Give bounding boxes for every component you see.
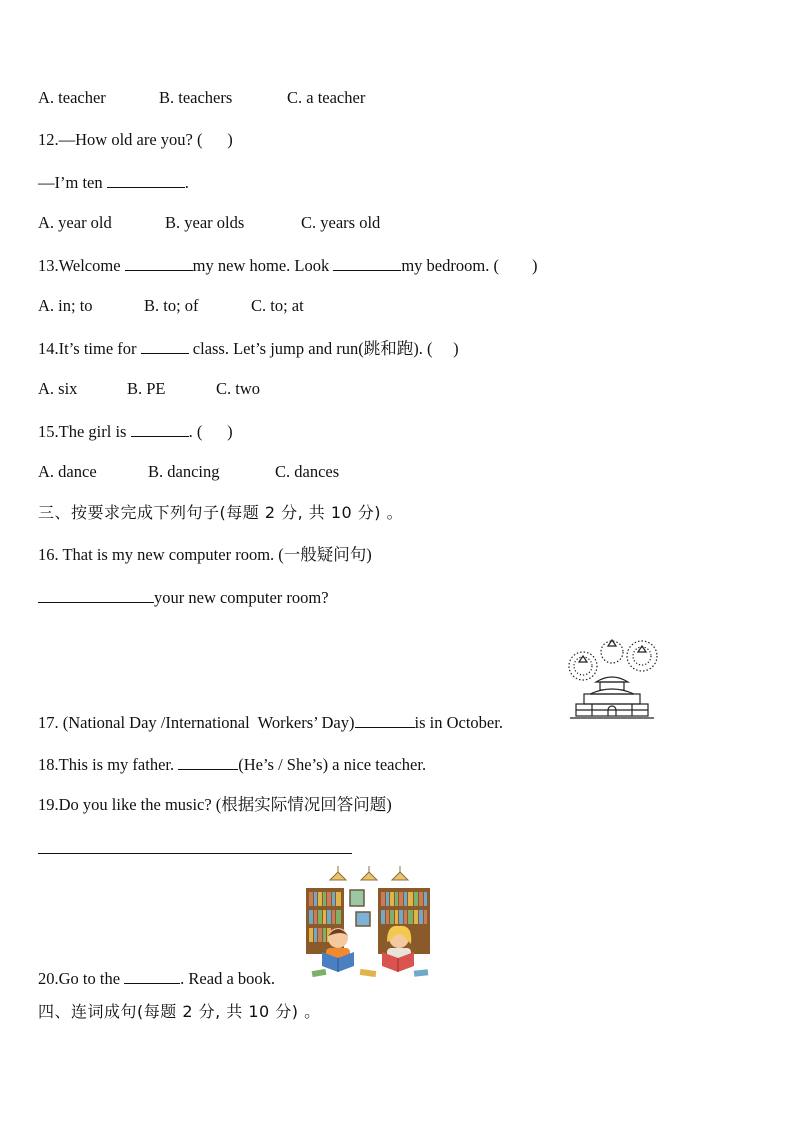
q16-question: 16. That is my new computer room. (一般疑问句) (38, 545, 372, 564)
q14-part1: 14.It’s time for (38, 339, 141, 358)
q11-option-c: C. a teacher (287, 88, 366, 107)
q15-option-a: A. dance (38, 462, 97, 481)
q12-question: 12.—How old are you? ( ) (38, 130, 233, 149)
q20-part2: . Read a book. (180, 969, 276, 988)
q11-option-b: B. teachers (159, 88, 233, 107)
q12-option-c: C. years old (301, 213, 381, 232)
q18-blank[interactable] (178, 754, 238, 770)
section-3-heading: 三、按要求完成下列句子(每题 2 分, 共 10 分) 。 (38, 503, 404, 522)
q13-part1: 13.Welcome (38, 256, 125, 275)
q20-question (38, 968, 275, 989)
q15-option-c: C. dances (275, 462, 340, 481)
section-4-heading: 四、连词成句(每题 2 分, 共 10 分) 。 (38, 1002, 321, 1021)
q11-option-a: A. teacher (38, 88, 106, 107)
q13-option-a: A. in; to (38, 296, 93, 315)
q13-option-b: B. to; of (144, 296, 199, 315)
q14-question (38, 338, 459, 359)
children-reading-library-image (302, 866, 436, 982)
q16-blank[interactable] (38, 587, 154, 603)
q15-part2: . ( ) (188, 422, 233, 441)
q15-option-b: B. dancing (148, 462, 220, 481)
q16-answer-suffix: your new computer room? (154, 588, 329, 607)
q16-answer-line (38, 587, 329, 608)
tiananmen-fireworks-image (562, 632, 662, 722)
q17-part2: is in October. (414, 713, 503, 732)
q13-blank-2[interactable] (333, 255, 401, 271)
q14-option-c: C. two (216, 379, 261, 398)
q17-question (38, 712, 503, 733)
q18-part1: 18.This is my father. (38, 755, 179, 774)
q17-blank[interactable] (355, 712, 415, 728)
q13-part3: my bedroom. ( ) (401, 256, 538, 275)
q12-option-a: A. year old (38, 213, 112, 232)
q13-option-c: C. to; at (251, 296, 304, 315)
q15-part1: 15.The girl is (38, 422, 131, 441)
q13-blank-1[interactable] (125, 255, 193, 271)
q15-question (38, 421, 233, 442)
q14-blank[interactable] (141, 338, 189, 354)
q12-blank[interactable] (107, 172, 185, 188)
q14-option-b: B. PE (127, 379, 166, 398)
q12-answer-prefix: —I’m ten (38, 173, 107, 192)
q14-part2: class. Let’s jump and run(跳和跑). ( ) (188, 339, 459, 358)
q13-part2: my new home. Look (192, 256, 334, 275)
q13-question (38, 255, 537, 276)
q18-question (38, 754, 426, 775)
q14-option-a: A. six (38, 379, 78, 398)
q19-answer-line[interactable] (38, 853, 352, 854)
q19-question: 19.Do you like the music? (根据实际情况回答问题) (38, 795, 392, 814)
q20-part1: 20.Go to the (38, 969, 125, 988)
q17-part1: 17. (National Day /International Workers’ Day) (38, 713, 355, 732)
q12-answer-suffix: . (184, 173, 189, 192)
q12-option-b: B. year olds (165, 213, 245, 232)
q20-blank[interactable] (124, 968, 180, 984)
q12-answer-line (38, 172, 189, 193)
q15-blank[interactable] (131, 421, 189, 437)
q18-part2: (He’s / She’s) a nice teacher. (238, 755, 427, 774)
